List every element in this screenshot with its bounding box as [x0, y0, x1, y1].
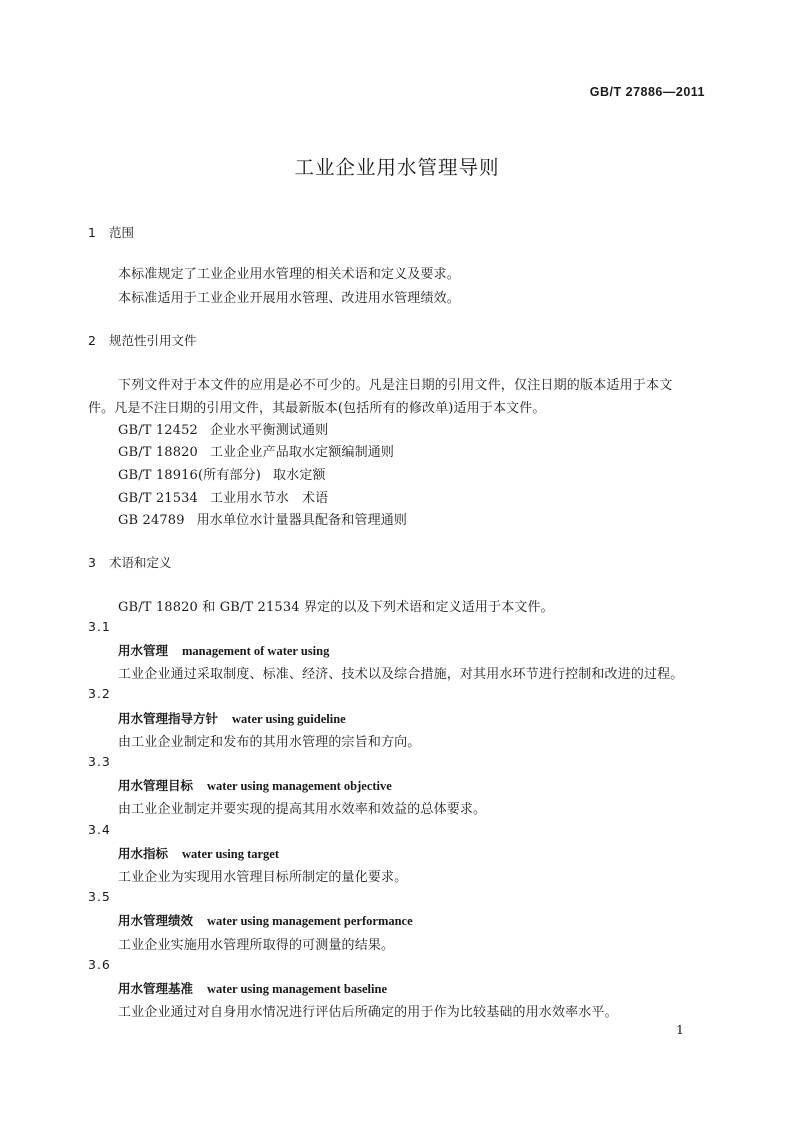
term-heading: [118, 776, 392, 794]
reference-item: [118, 509, 407, 528]
reference-title: 取水定额: [273, 468, 326, 483]
paragraph: 件。凡是不注日期的引用文件，其最新版本(包括所有的修改单)适用于本文件。: [88, 401, 546, 416]
section-title: 术语和定义: [109, 555, 172, 570]
reference-item: [118, 487, 328, 506]
paragraph: GB/T 18820 和 GB/T 21534 界定的以及下列术语和定义适用于本文件。: [118, 600, 554, 615]
section-2-heading: [88, 331, 197, 349]
term-definition: 工业企业实施用水管理所取得的可测量的结果。: [118, 938, 395, 953]
term-heading: [118, 979, 387, 997]
section-title: 范围: [109, 225, 135, 240]
term-definition: 工业企业为实现用水管理目标所制定的量化要求。: [118, 870, 408, 885]
section-1-heading: [88, 223, 134, 241]
term-heading: [118, 641, 329, 659]
term-english: water using management objective: [207, 779, 392, 793]
term-chinese: 用水管理目标: [118, 778, 194, 793]
term-definition: 由工业企业制定和发布的其用水管理的宗旨和方向。: [118, 735, 421, 750]
term-definition: 工业企业通过采取制度、标准、经济、技术以及综合措施，对其用水环节进行控制和改进的过程。: [118, 667, 684, 682]
reference-code: GB/T 21534: [118, 491, 198, 506]
page-number: 1: [676, 1022, 684, 1037]
reference-title: 工业企业产品取水定额编制通则: [209, 445, 395, 460]
term-heading: [118, 911, 413, 929]
term-heading: [118, 844, 279, 862]
term-chinese: 用水指标: [118, 846, 169, 861]
term-definition: 由工业企业制定并要实现的提高其用水效率和效益的总体要求。: [118, 802, 487, 817]
reference-title: 用水单位水计量器具配备和管理通则: [196, 513, 408, 528]
reference-item: [118, 419, 328, 438]
term-chinese: 用水管理基准: [118, 981, 194, 996]
term-definition: 工业企业通过对自身用水情况进行评估后所确定的用于作为比较基础的用水效率水平。: [118, 1005, 618, 1020]
section-3-heading: [88, 553, 172, 571]
reference-item: [118, 441, 394, 460]
clause-number: 3.4: [88, 822, 111, 837]
document-title: 工业企业用水管理导则: [294, 156, 500, 179]
reference-code: GB 24789: [118, 513, 185, 528]
reference-title: 工业用水节水 术语: [209, 491, 329, 506]
term-english: water using guideline: [232, 712, 346, 726]
section-number: 2: [88, 333, 96, 348]
term-chinese: 用水管理绩效: [118, 913, 194, 928]
reference-code: GB/T 12452: [118, 423, 198, 438]
clause-number: 3.6: [88, 957, 111, 972]
clause-number: 3.1: [88, 619, 111, 634]
term-english: water using target: [182, 847, 279, 861]
paragraph: 下列文件对于本文件的应用是必不可少的。凡是注日期的引用文件，仅注日期的版本适用于本文: [118, 378, 673, 393]
clause-number: 3.2: [88, 686, 111, 701]
term-chinese: 用水管理指导方针: [118, 711, 219, 726]
paragraph: 本标准适用于工业企业开展用水管理、改进用水管理绩效。: [118, 291, 460, 306]
reference-title: 企业水平衡测试通则: [209, 423, 329, 438]
reference-item: [118, 464, 326, 483]
term-english: water using management baseline: [207, 982, 387, 996]
term-english: water using management performance: [207, 914, 413, 928]
clause-number: 3.3: [88, 754, 111, 769]
term-chinese: 用水管理: [118, 643, 169, 658]
term-heading: [118, 709, 346, 727]
paragraph: 本标准规定了工业企业用水管理的相关术语和定义及要求。: [118, 267, 460, 282]
section-number: 1: [88, 225, 96, 240]
section-title: 规范性引用文件: [109, 333, 197, 348]
reference-code: GB/T 18820: [118, 445, 198, 460]
term-english: management of water using: [182, 644, 330, 658]
reference-code: GB/T 18916(所有部分): [118, 468, 262, 483]
clause-number: 3.5: [88, 889, 111, 904]
standard-number: GB/T 27886—2011: [589, 85, 705, 99]
section-number: 3: [88, 555, 96, 570]
